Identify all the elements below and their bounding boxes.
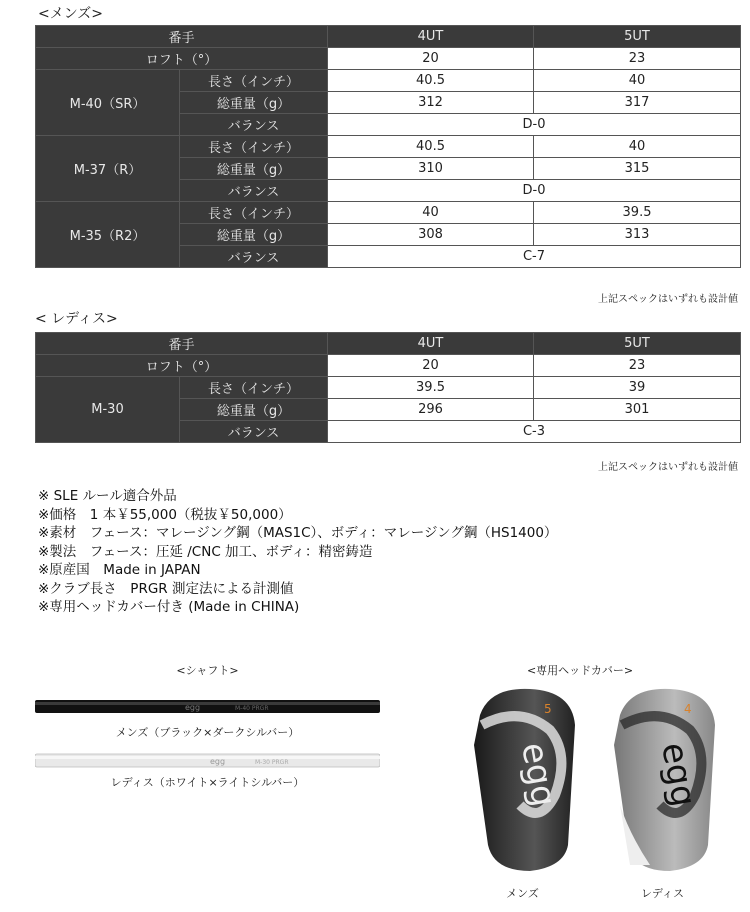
note-line: ※価格 1 本￥55,000（税抜￥50,000）: [38, 506, 292, 523]
table-row: [36, 377, 741, 399]
header-label: 番手: [36, 26, 328, 48]
header-col-4ut: 4UT: [328, 333, 534, 355]
weight-value-4ut: 296: [328, 399, 534, 421]
mens-spec-table: [35, 25, 741, 268]
length-value-4ut: 40.5: [328, 136, 534, 158]
ladies-headcover-caption: レディス: [640, 887, 685, 900]
shaft-model-name: M-35（R2）: [36, 202, 180, 268]
length-value-5ut: 39: [534, 377, 741, 399]
loft-value-5ut: 23: [534, 355, 741, 377]
balance-value: D-0: [328, 180, 741, 202]
mens-design-note: 上記スペックはいずれも設計値: [598, 294, 738, 305]
weight-value-5ut: 315: [534, 158, 741, 180]
weight-label: 総重量（g）: [180, 399, 328, 421]
weight-value-5ut: 313: [534, 224, 741, 246]
balance-label: バランス: [180, 180, 328, 202]
ladies-shaft-image: [35, 752, 380, 770]
balance-label: バランス: [180, 114, 328, 136]
weight-value-5ut: 317: [534, 92, 741, 114]
svg-text:egg: egg: [210, 757, 226, 766]
note-line: ※素材 フェース：マレージング鋼（MAS1C）、ボディ：マレージング鋼（HS1400）: [38, 525, 558, 541]
mens-shaft-caption: メンズ（ブラック×ダークシルバー）: [115, 726, 300, 739]
header-col-5ut: 5UT: [534, 333, 741, 355]
header-col-4ut: 4UT: [328, 26, 534, 48]
weight-label: 総重量（g）: [180, 92, 328, 114]
header-label: 番手: [36, 333, 328, 355]
weight-label: 総重量（g）: [180, 224, 328, 246]
table-row: [36, 355, 741, 377]
mens-shaft-image: [35, 698, 380, 716]
svg-text:M-40 PRGR: M-40 PRGR: [235, 705, 269, 712]
note-line: ※クラブ長さ PRGR 測定法による計測値: [38, 580, 294, 597]
table-row: [36, 48, 741, 70]
table-row: [36, 26, 741, 48]
weight-label: 総重量（g）: [180, 158, 328, 180]
ladies-design-note: 上記スペックはいずれも設計値: [598, 462, 738, 473]
balance-value: C-7: [328, 246, 741, 268]
shaft-model-name: M-30: [36, 377, 180, 443]
balance-label: バランス: [180, 246, 328, 268]
length-value-4ut: 40.5: [328, 70, 534, 92]
weight-value-4ut: 312: [328, 92, 534, 114]
note-line: ※製法 フェース：圧延 /CNC 加工、ボディ：精密鋳造: [38, 543, 373, 560]
note-line: ※ SLE ルール適合外品: [38, 488, 177, 504]
loft-label: ロフト（°）: [36, 355, 328, 377]
table-row: [36, 70, 741, 92]
table-row: [36, 202, 741, 224]
length-value-5ut: 39.5: [534, 202, 741, 224]
balance-label: バランス: [180, 421, 328, 443]
svg-text:4: 4: [684, 702, 692, 716]
svg-text:egg: egg: [185, 703, 201, 712]
balance-value: C-3: [328, 421, 741, 443]
ladies-spec-table: [35, 332, 741, 443]
table-row: [36, 333, 741, 355]
weight-value-4ut: 308: [328, 224, 534, 246]
ladies-headcover-image: [600, 685, 725, 875]
mens-headcover-caption: メンズ: [506, 887, 539, 900]
weight-value-5ut: 301: [534, 399, 741, 421]
weight-value-4ut: 310: [328, 158, 534, 180]
loft-value-4ut: 20: [328, 48, 534, 70]
loft-value-5ut: 23: [534, 48, 741, 70]
length-value-4ut: 40: [328, 202, 534, 224]
length-value-5ut: 40: [534, 136, 741, 158]
ladies-section-title: < レディス>: [35, 311, 118, 327]
ladies-shaft-caption: レディス（ホワイト×ライトシルバー）: [110, 776, 305, 789]
header-col-5ut: 5UT: [534, 26, 741, 48]
svg-text:5: 5: [544, 702, 552, 716]
shaft-model-name: M-40（SR）: [36, 70, 180, 136]
balance-value: D-0: [328, 114, 741, 136]
note-line: ※原産国 Made in JAPAN: [38, 562, 201, 578]
length-label: 長さ（インチ）: [180, 202, 328, 224]
svg-text:egg: egg: [513, 739, 564, 810]
length-value-4ut: 39.5: [328, 377, 534, 399]
loft-value-4ut: 20: [328, 355, 534, 377]
length-value-5ut: 40: [534, 70, 741, 92]
headcover-title: <専用ヘッドカバー>: [526, 664, 634, 677]
length-label: 長さ（インチ）: [180, 70, 328, 92]
mens-section-title: <メンズ>: [38, 6, 104, 22]
table-row: [36, 136, 741, 158]
svg-text:M-30 PRGR: M-30 PRGR: [255, 759, 289, 766]
svg-text:egg: egg: [653, 739, 704, 810]
length-label: 長さ（インチ）: [180, 377, 328, 399]
mens-headcover-image: [460, 685, 585, 875]
shaft-model-name: M-37（R）: [36, 136, 180, 202]
note-line: ※専用ヘッドカバー付き (Made in CHINA): [38, 599, 300, 615]
shaft-title: <シャフト>: [176, 664, 239, 677]
loft-label: ロフト（°）: [36, 48, 328, 70]
length-label: 長さ（インチ）: [180, 136, 328, 158]
spec-notes: [38, 487, 557, 617]
